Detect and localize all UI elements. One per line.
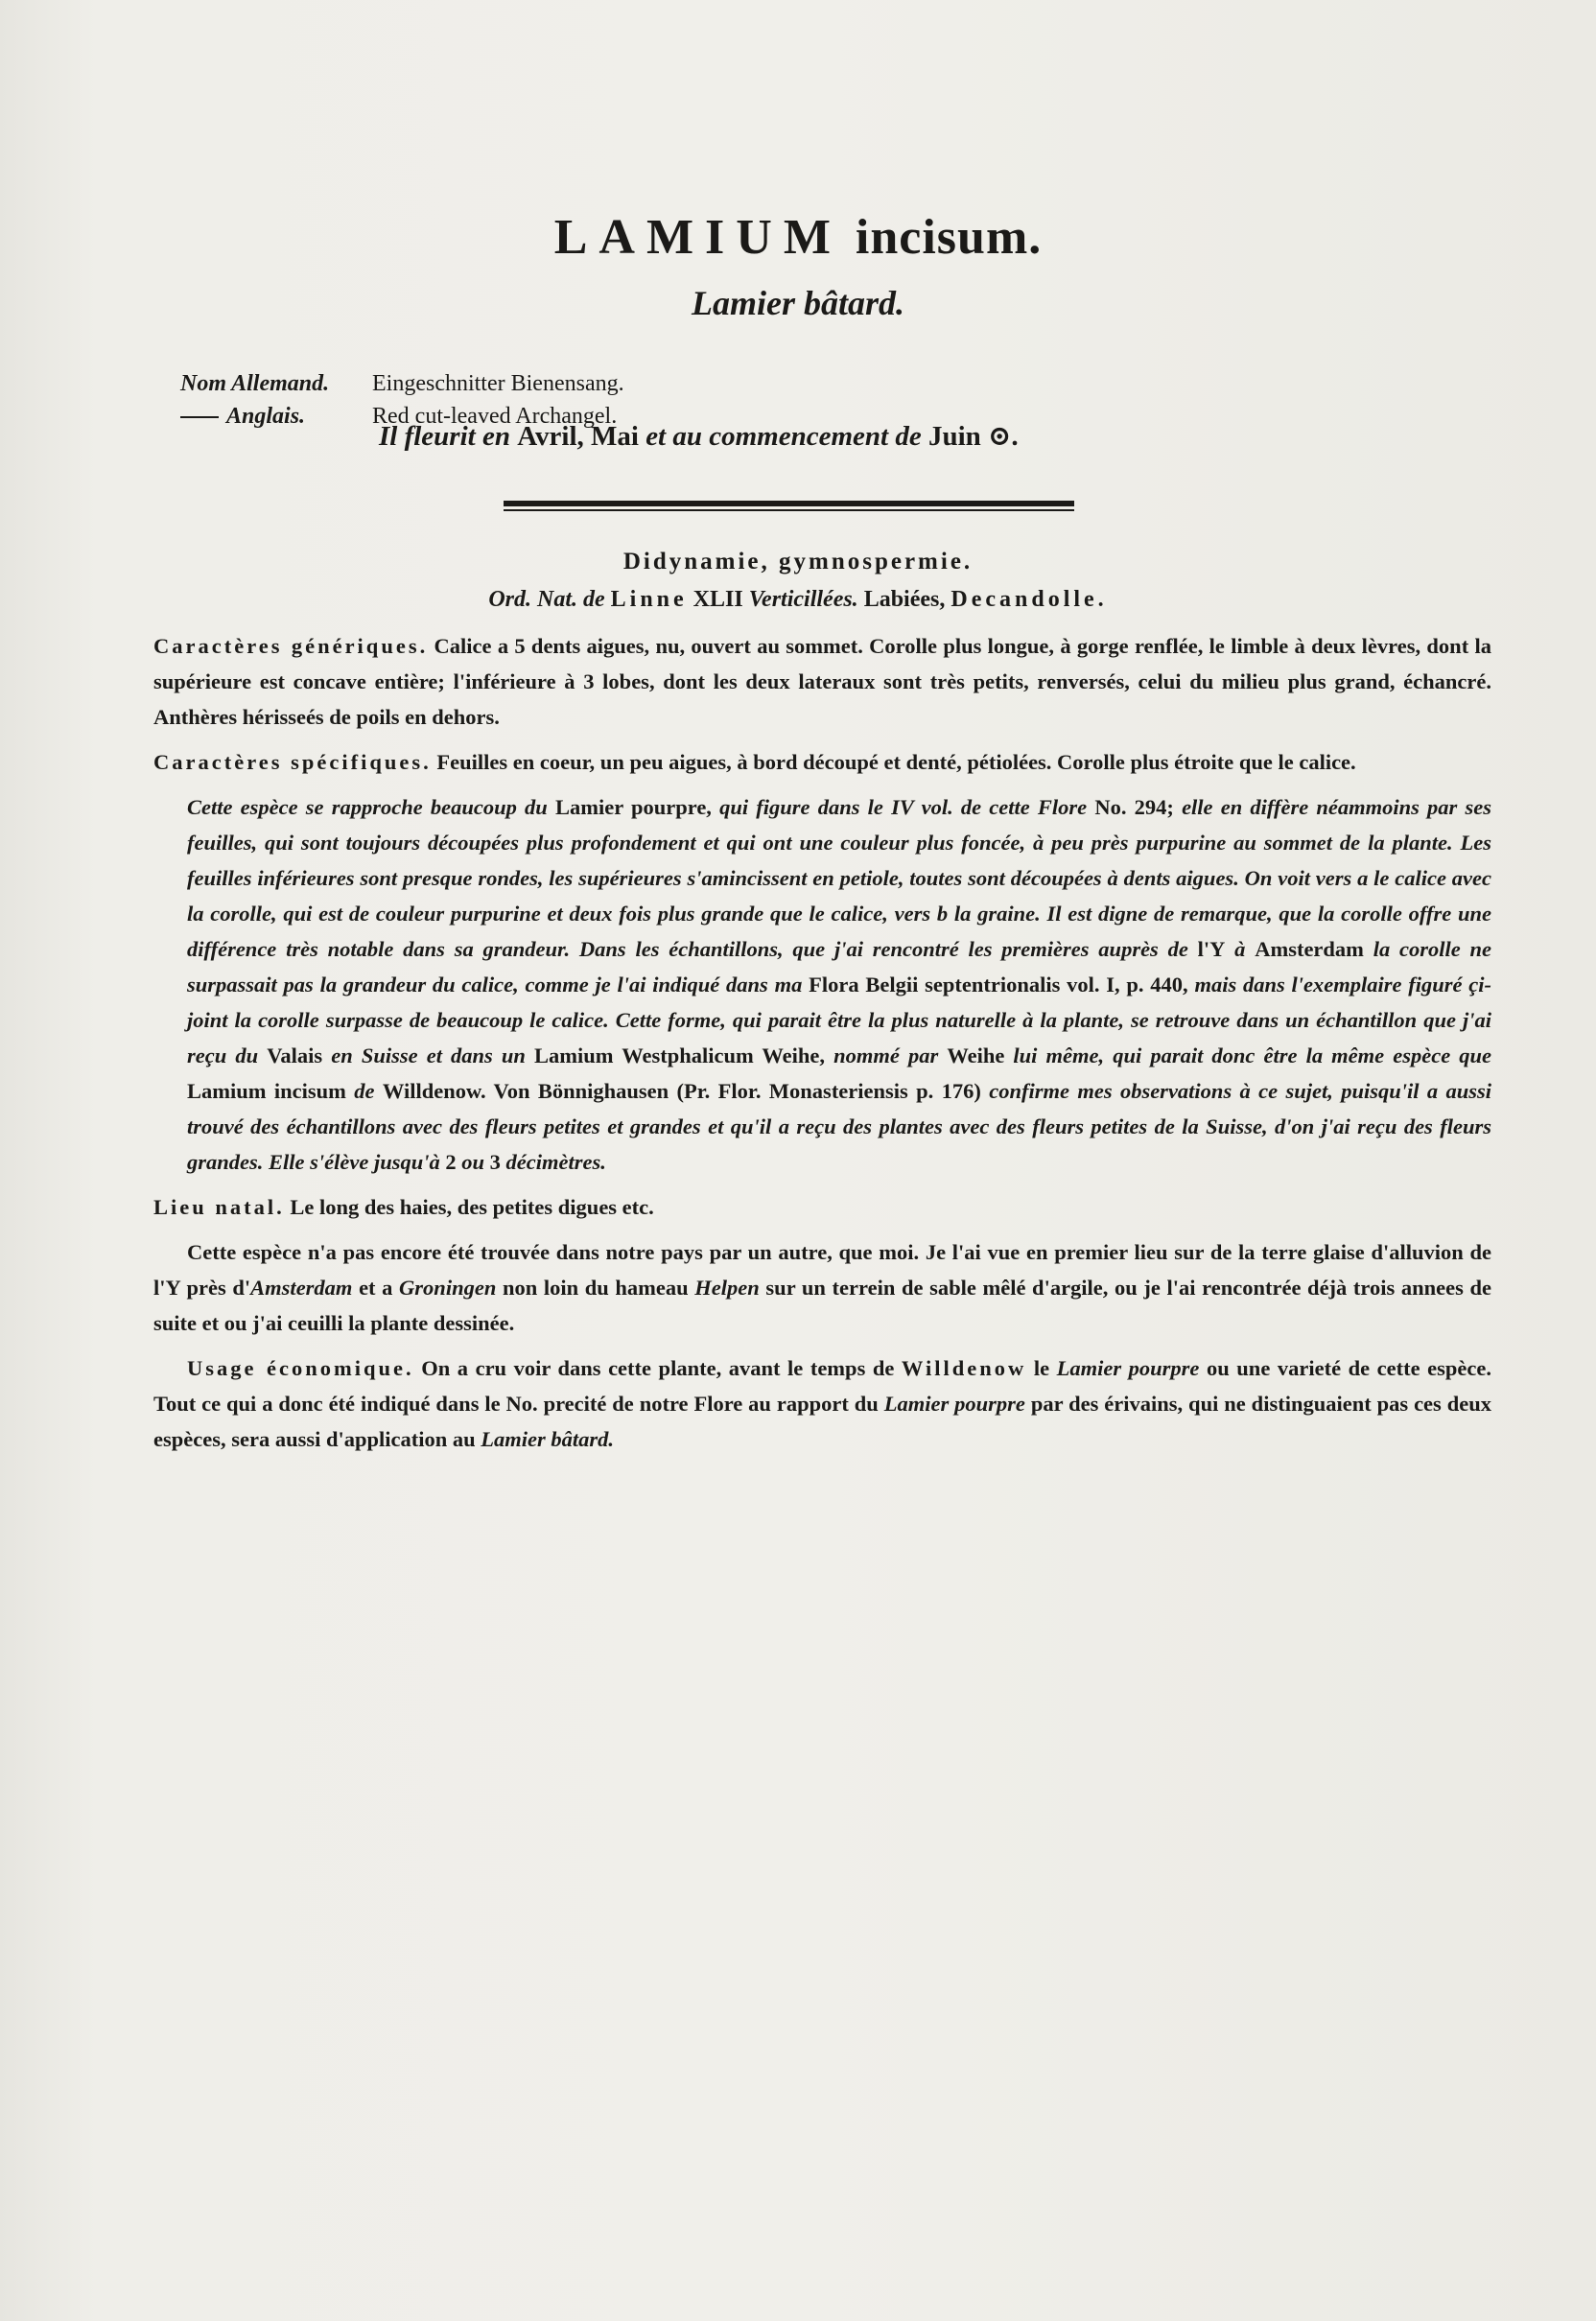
hab-b: Amsterdam [250,1276,353,1300]
page-title [0,209,1596,266]
generic-heading: Caractères génériques. [153,634,429,658]
desc-k: mais dans l'exemplaire figuré çi-joint la corolle surpasse de beaucoup le calice. Cette forme, qui parait être la plus naturelle à la plante, se retrouve dans un échantillon que j'ai reçu du [187,973,1491,1067]
desc-p: Weihe [947,1043,1005,1067]
desc-n: Lamium Westphalicum Weihe, [534,1043,826,1067]
desc-q: lui même, qui parait donc être la même espèce que [1013,1043,1492,1067]
desc-u: confirme mes observations à ce sujet, puisqu'il a aussi trouvé des échantillons avec des fleurs petites et grandes et qu'il a reçu des plantes avec des fleurs petites de la Suisse, d'on j'ai reçu des fleurs grandes. Elle s'élève jusqu'à [187,1079,1492,1174]
habitat-paragraph [153,1189,1491,1225]
specific-heading: Caractères spécifiques. [153,750,432,774]
desc-e: elle en diffère néammoins par ses feuilles, qui sont toujours découpées plus profondement et qui ont une couleur plus foncée, à peu près purpurine au sommet de la plante. Les feuilles inférieures sont presque rondes, les supérieures s'amincissent en petiole, toutes sont découpées à dents aigues. On voit vers a le calice avec la corolle, qui est de couleur purpurine et deux fois plus grande que le calice, vers b la graine. Il est digne de remarque, que la corolle offre une différence très notable dans sa grandeur. Dans les échantillons, que j'ai rencontré les premières auprès de [187,795,1491,961]
order-number: XLII [692,587,743,612]
use-f: Lamier pourpre [883,1392,1025,1416]
natural-order [0,587,1596,613]
desc-y: décimètres. [505,1150,606,1174]
use-g: par des érivains, qui ne distinguaient pas ces deux espèces, sera aussi d'application au [153,1392,1491,1451]
english-name-value: Red cut-leaved Archangel. [372,404,618,429]
german-name-value: Eingeschnitter Bienensang. [372,371,624,396]
desc-r: Lamium incisum [187,1079,346,1103]
desc-b: Lamier pourpre, [554,795,712,819]
desc-c: qui figure dans le IV vol. de cette Flore [719,795,1088,819]
desc-t: Willdenow. Von Bönnighausen (Pr. Flor. Monasteriensis p. 176) [382,1079,981,1103]
title-genus: LAMIUM [553,210,842,265]
use-h: Lamier bâtard. [481,1427,615,1451]
description-paragraph [153,789,1491,1180]
desc-o: nommé par [833,1043,939,1067]
specific-text: Feuilles en coeur, un peu aigues, à bord découpé et denté, pétiolées. Corolle plus étroite que le calice. [436,750,1356,774]
usage-heading: Usage économique. [187,1356,414,1380]
generic-text: Calice a 5 dents aigues, nu, ouvert au sommet. Corolle plus longue, à gorge renflée, le limble à deux lèvres, dont la supérieure est concave entière; l'inférieure à 3 lobes, dont les deux lateraux sont très petits, renversés, celui du milieu plus grand, échancré. Anthères hérisseés de poils en dehors. [153,634,1492,729]
use-a: On a cru voir dans cette plante, avant le temps de [421,1356,895,1380]
hab-c: et a [359,1276,393,1300]
german-name-row [180,367,624,400]
use-b: Willdenow [901,1356,1027,1380]
desc-m: en Suisse et dans un [331,1043,526,1067]
habitat-details [153,1234,1491,1341]
hab-f: Helpen [694,1276,760,1300]
desc-s: de [354,1079,375,1103]
divider-rule [504,501,1074,512]
german-name-label: Nom Allemand. [180,371,330,396]
desc-l: Valais [267,1043,323,1067]
flowering-june: Juin ⊙. [927,421,1019,452]
desc-w: ou [461,1150,485,1174]
hab-e: non loin du hameau [502,1276,689,1300]
order-labiees: Labiées, [863,587,946,612]
desc-x: 3 [489,1150,501,1174]
ditto-dash [180,416,219,418]
body-text [153,628,1491,1466]
flowering-text-2: et au commencement de [645,421,922,452]
desc-f: l'Y [1197,937,1226,961]
hab-a: Cette espèce n'a pas encore été trouvée dans notre pays par un autre, que moi. Je l'ai vue en premier lieu sur de la terre glaise d'alluvion de l'Y près d' [153,1240,1491,1300]
english-name-label: Anglais. [226,404,306,429]
habitat-text: Le long des haies, des petites digues etc. [290,1195,654,1219]
linnaean-class: Didynamie, gymnospermie. [622,549,974,574]
generic-characters [153,628,1491,735]
flowering-period [379,419,1019,453]
hab-d: Groningen [399,1276,497,1300]
title-species: incisum. [855,210,1043,265]
order-text-1: Ord. Nat. de [488,587,605,612]
order-decandolle: Decandolle. [951,587,1108,612]
flowering-text-1: Il fleurit en [379,421,510,452]
order-linne: Linne [610,587,688,612]
use-e: ou une varieté de cette espèce. Tout ce qui a donc été indiqué dans le No. precité de notre Flore au rapport du [153,1356,1491,1416]
desc-h: Amsterdam [1255,937,1364,961]
flowering-months: Avril, Mai [517,421,639,452]
desc-a: Cette espèce se rapproche beaucoup du [187,795,548,819]
hab-g: sur un terrein de sable mêlé d'argile, ou je l'ai rencontrée déjà trois annees de suite et ou j'ai ceuilli la plante dessinée. [153,1276,1492,1335]
page-subtitle: Lamier bâtard. [692,284,904,322]
desc-i: la corolle ne surpassait pas la grandeur du calice, comme je l'ai indiqué dans ma [187,937,1492,996]
desc-d: No. 294; [1094,795,1174,819]
usage-paragraph [153,1350,1491,1457]
desc-j: Flora Belgii septentrionalis vol. I, p. 440, [809,973,1188,996]
use-c: le [1033,1356,1050,1380]
specific-characters [153,744,1491,780]
use-d: Lamier pourpre [1056,1356,1200,1380]
order-verticillees: Verticillées. [748,587,858,612]
habitat-heading: Lieu natal. [153,1195,285,1219]
desc-v: 2 [445,1150,457,1174]
desc-g: à [1234,937,1246,961]
